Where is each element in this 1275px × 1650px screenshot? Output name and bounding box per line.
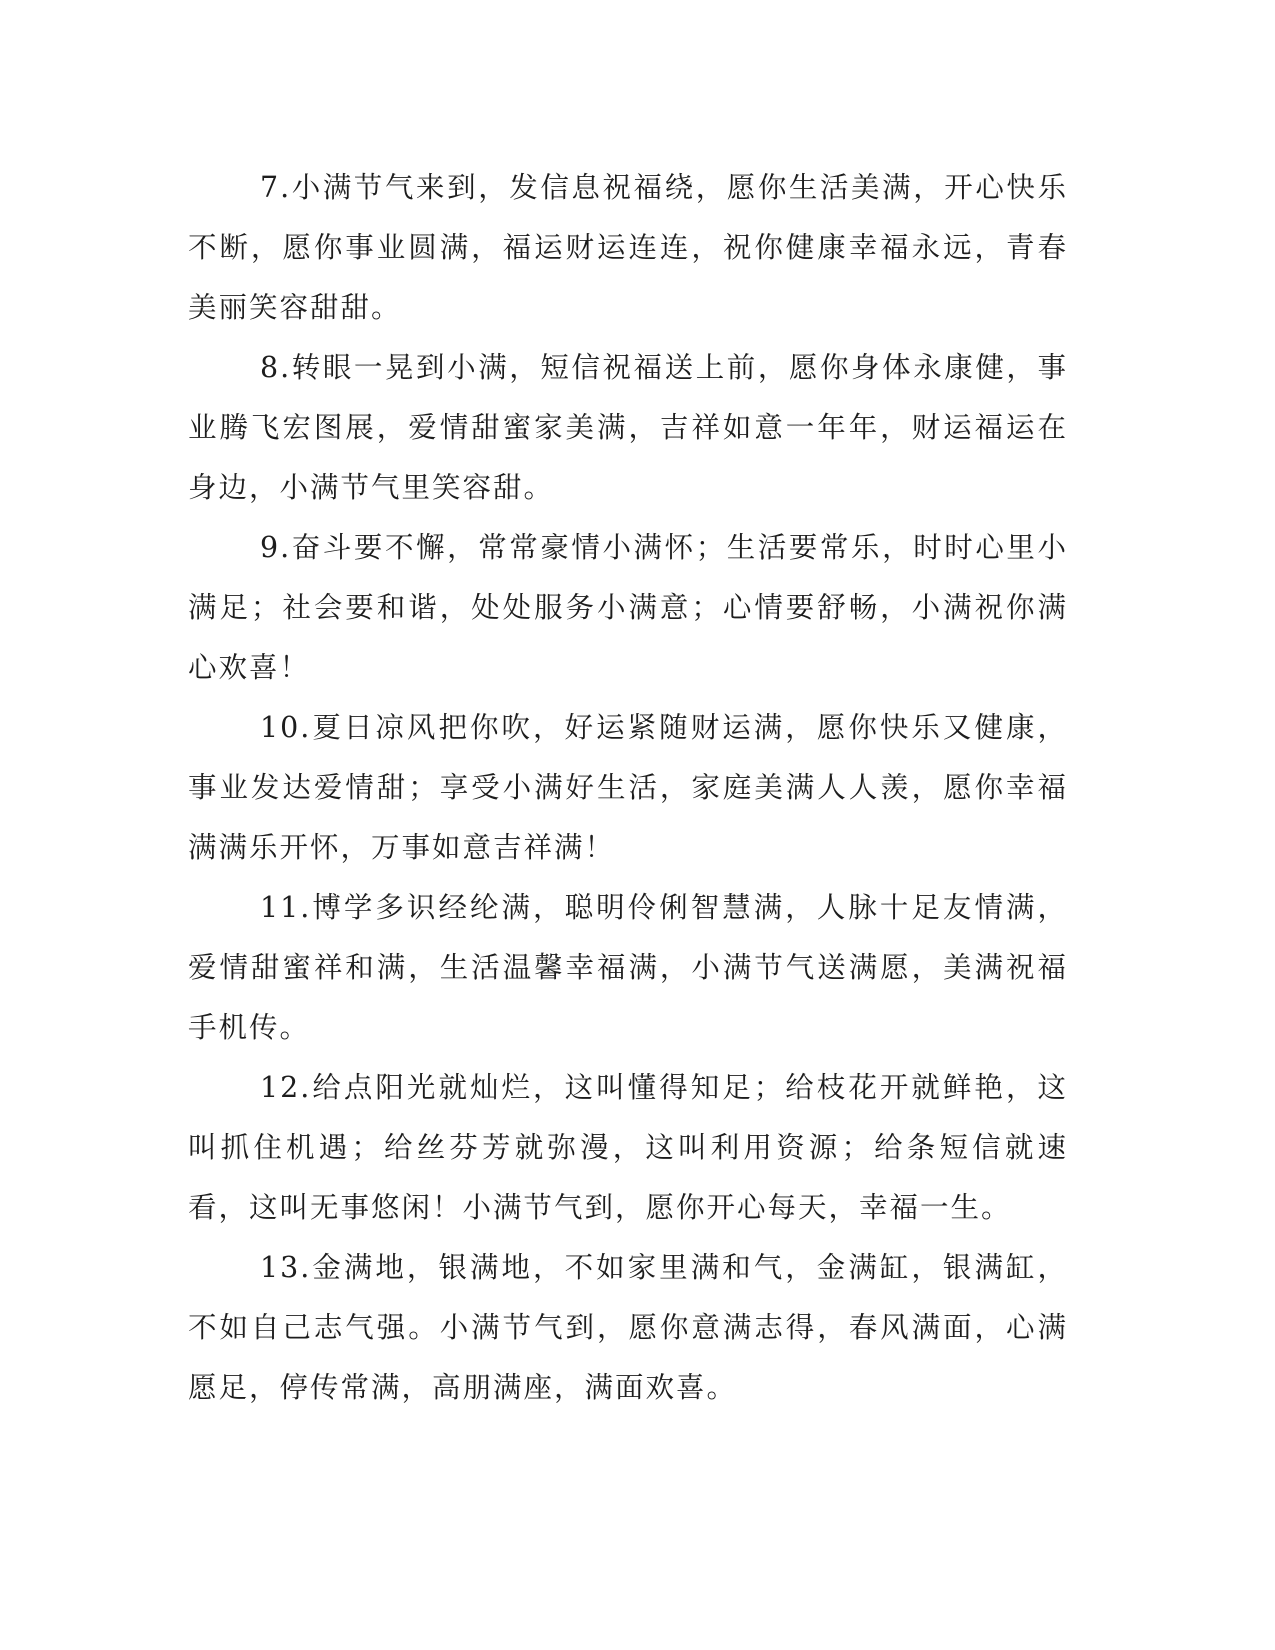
document-body: [188, 158, 1068, 1418]
paragraph-13: 13.金满地，银满地，不如家里满和气，金满缸，银满缸，不如自己志气强。小满节气到，愿你意满志得，春风满面，心满愿足，停传常满，高朋满座，满面欢喜。: [188, 1251, 1068, 1404]
paragraph-8: 8.转眼一晃到小满，短信祝福送上前，愿你身体永康健，事业腾飞宏图展，爱情甜蜜家美满，吉祥如意一年年，财运福运在身边，小满节气里笑容甜。: [188, 351, 1068, 504]
paragraph-10: 10.夏日凉风把你吹，好运紧随财运满，愿你快乐又健康，事业发达爱情甜；享受小满好生活，家庭美满人人羡，愿你幸福满满乐开怀，万事如意吉祥满！: [188, 711, 1068, 864]
paragraph-12: 12.给点阳光就灿烂，这叫懂得知足；给枝花开就鲜艳，这叫抓住机遇；给丝芬芳就弥漫，这叫利用资源；给条短信就速看，这叫无事悠闲！小满节气到，愿你开心每天，幸福一生。: [188, 1071, 1068, 1224]
paragraph-7: 7.小满节气来到，发信息祝福绕，愿你生活美满，开心快乐不断，愿你事业圆满，福运财运连连，祝你健康幸福永远，青春美丽笑容甜甜。: [188, 171, 1068, 324]
paragraph-11: 11.博学多识经纶满，聪明伶俐智慧满，人脉十足友情满，爱情甜蜜祥和满，生活温馨幸福满，小满节气送满愿，美满祝福手机传。: [188, 891, 1068, 1044]
paragraph-9: 9.奋斗要不懈，常常豪情小满怀；生活要常乐，时时心里小满足；社会要和谐，处处服务小满意；心情要舒畅，小满祝你满心欢喜！: [188, 531, 1068, 684]
